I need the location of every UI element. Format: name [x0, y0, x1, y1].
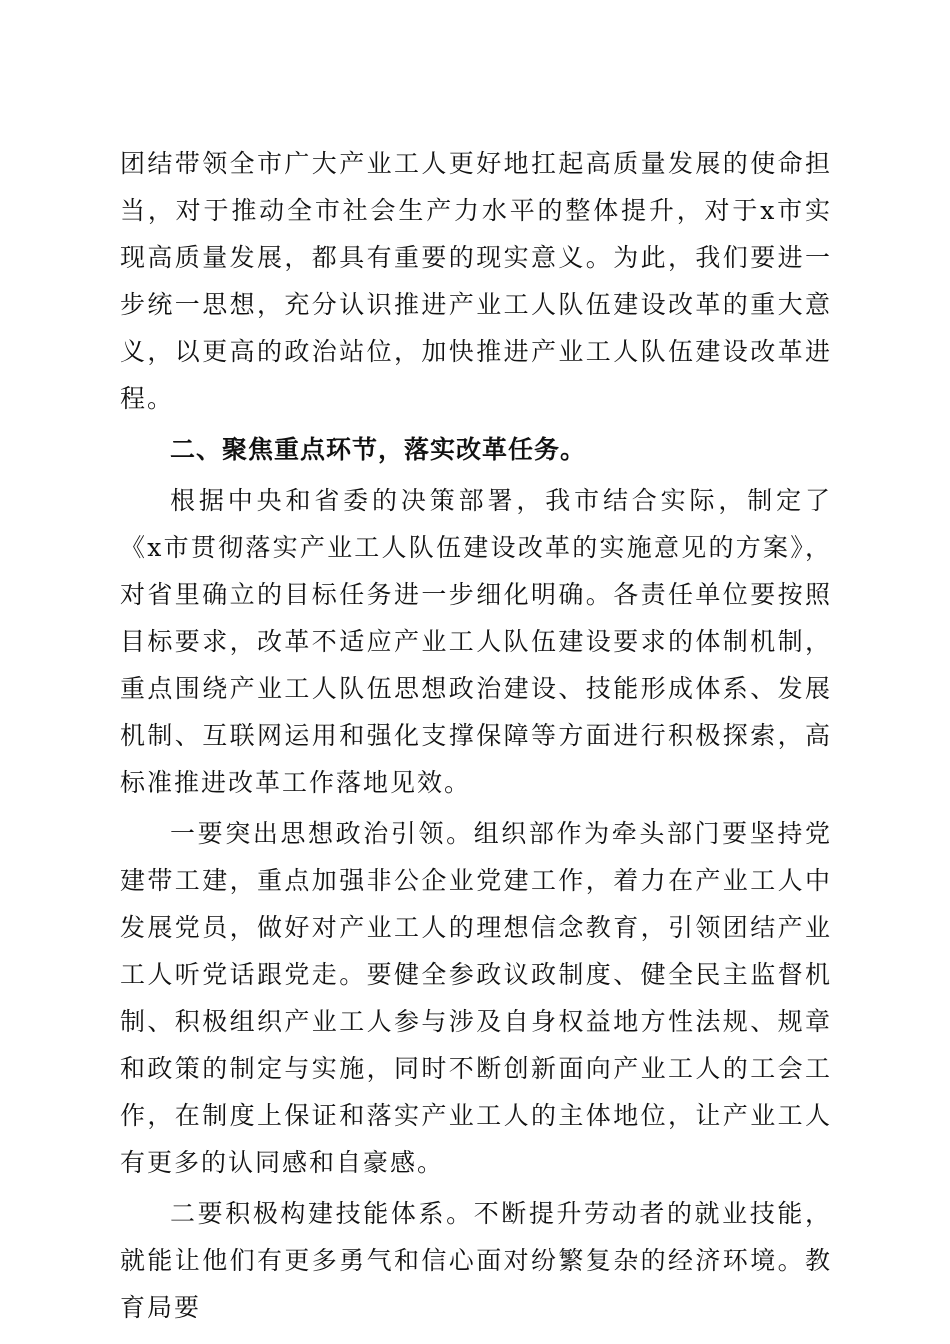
document-body	[120, 140, 832, 1331]
paragraph-body: 二要积极构建技能体系。不断提升劳动者的就业技能，就能让他们有更多勇气和信心面对纷繁复杂的经济环境。教育局要	[120, 1199, 832, 1322]
section-heading: 二、聚焦重点环节，落实改革任务。	[170, 435, 587, 464]
paragraph-body: 一要突出思想政治引领。组织部作为牵头部门要坚持党建带工建，重点加强非公企业党建工作，着力在产业工人中发展党员，做好对产业工人的理想信念教育，引领团结产业工人听党话跟党走。要健全参政议政制度、健全民主监督机制、积极组织产业工人参与涉及自身权益地方性法规、规章和政策的制定与实施，同时不断创新面向产业工人的工会工作，在制度上保证和落实产业工人的主体地位，让产业工人有更多的认同感和自豪感。	[120, 819, 832, 1177]
paragraph-continuation: 团结带领全市广大产业工人更好地扛起高质量发展的使命担当，对于推动全市社会生产力水平的整体提升，对于x市实现高质量发展，都具有重要的现实意义。为此，我们要进一步统一思想，充分认识推进产业工人队伍建设改革的重大意义，以更高的政治站位，加快推进产业工人队伍建设改革进程。	[120, 149, 832, 413]
paragraph-body: 根据中央和省委的决策部署，我市结合实际，制定了《x市贯彻落实产业工人队伍建设改革的实施意见的方案》，对省里确立的目标任务进一步细化明确。各责任单位要按照目标要求，改革不适应产业工人队伍建设要求的体制机制，重点围绕产业工人队伍思想政治建设、技能形成体系、发展机制、互联网运用和强化支撑保障等方面进行积极探索，高标准推进改革工作落地见效。	[120, 486, 832, 797]
